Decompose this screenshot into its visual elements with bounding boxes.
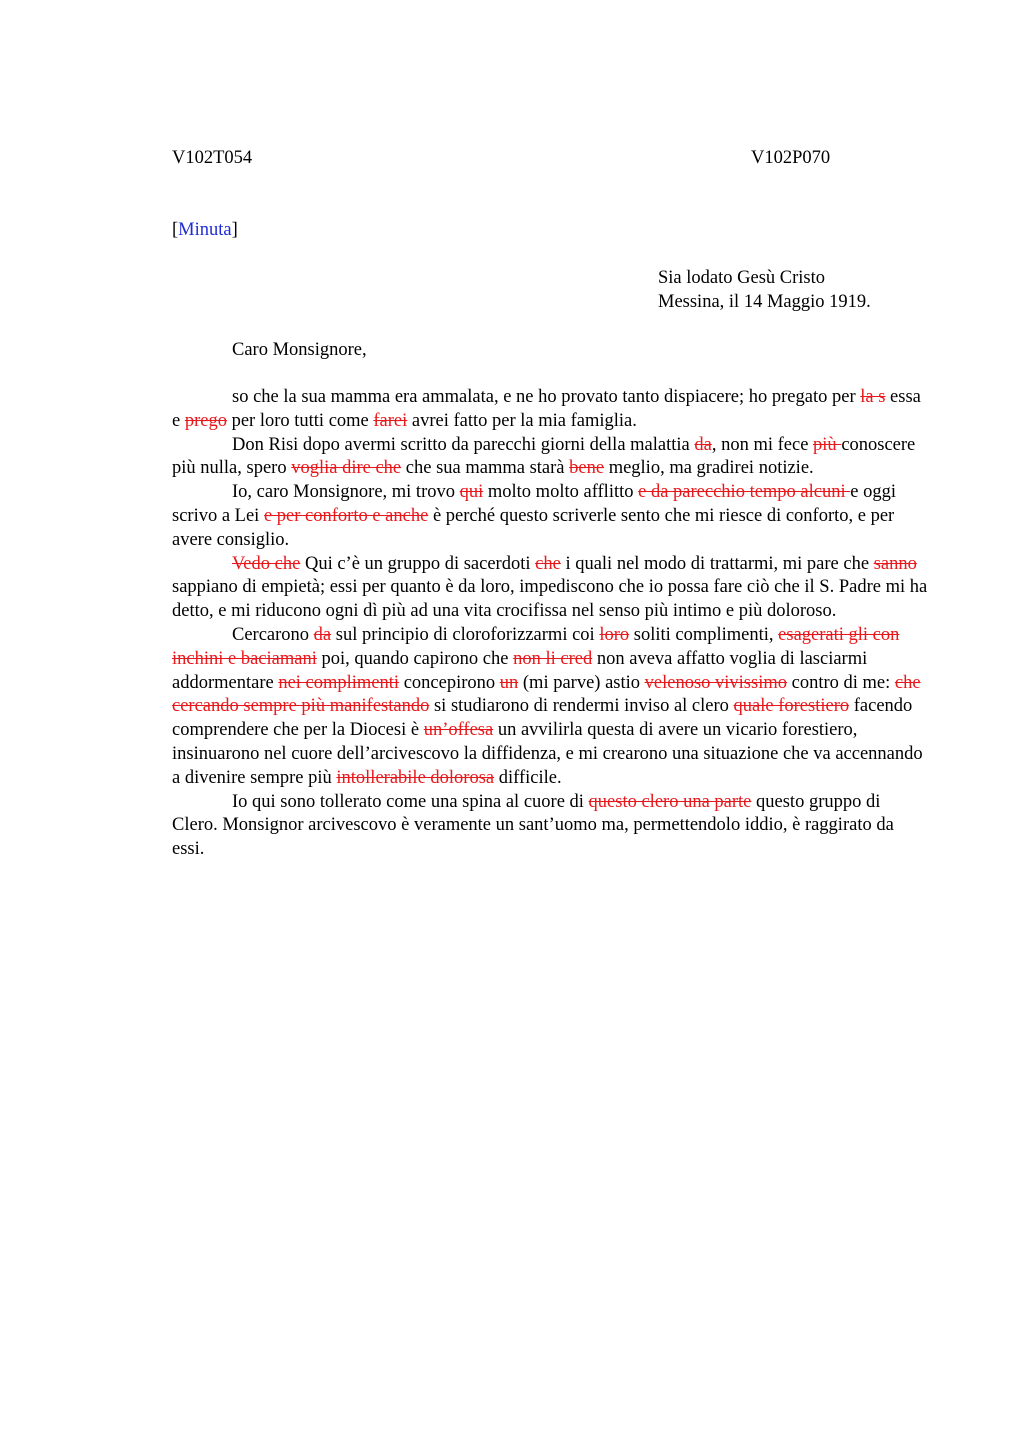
paragraph-text: contro di me: bbox=[787, 672, 895, 693]
heading-place-date: Messina, il 14 Maggio 1919. bbox=[658, 292, 871, 312]
deleted-text: loro bbox=[599, 624, 630, 645]
paragraph-text: Qui c’è un gruppo di sacerdoti bbox=[300, 553, 536, 574]
paragraph-text: meglio, ma gradirei notizie. bbox=[604, 458, 814, 479]
deleted-text: da bbox=[694, 434, 712, 455]
deleted-text: prego bbox=[184, 410, 227, 431]
letter-body bbox=[172, 386, 929, 862]
letter-paragraph bbox=[172, 553, 929, 624]
letter-paragraph bbox=[172, 624, 929, 791]
salutation: Caro Monsignore, bbox=[232, 340, 367, 360]
letter-paragraph bbox=[172, 434, 929, 482]
minuta-label: Minuta bbox=[178, 220, 232, 240]
letter-paragraph bbox=[172, 791, 929, 862]
paragraph-text: i quali nel modo di trattarmi, mi pare che bbox=[560, 553, 874, 574]
paragraph-text: poi, quando capirono che bbox=[316, 648, 514, 669]
deleted-text: questo clero una parte bbox=[588, 791, 752, 812]
deleted-text: che bbox=[535, 553, 561, 574]
paragraph-text: e oggi scrivo a Lei bbox=[172, 482, 896, 526]
paragraph-text: facendo comprendere che per la Diocesi è bbox=[172, 696, 913, 741]
paragraph-text: essa e bbox=[172, 387, 921, 431]
letter-paragraph bbox=[172, 481, 929, 552]
paragraph-text: soliti complimenti, bbox=[629, 624, 779, 645]
document-code-left: V102T054 bbox=[172, 148, 253, 168]
paragraph-text: Don Risi dopo avermi scritto da parecchi giorni della malattia bbox=[232, 434, 695, 455]
letter-paragraph bbox=[172, 386, 929, 434]
paragraph-text: si studiarono di rendermi inviso al clero bbox=[429, 696, 734, 717]
paragraph-text: sappiano di empietà; essi per quanto è da loro, impediscono che io possa fare ciò che il S. Padre mi ha detto, e mi riducono ogni dì più ad una vita crocifissa nel senso più intimo e più doloroso. bbox=[172, 577, 928, 622]
paragraph-text: Io qui sono tollerato come una spina al cuore di bbox=[232, 791, 589, 812]
deleted-text: e da parecchio tempo alcuni bbox=[638, 482, 851, 503]
minuta-note bbox=[172, 218, 238, 242]
deleted-text: quale forestiero bbox=[733, 696, 850, 717]
paragraph-text: non aveva affatto voglia di lasciarmi addormentare bbox=[172, 648, 868, 693]
paragraph-text: è perché questo scriverle sento che mi riesce di conforto, e per avere consiglio. bbox=[172, 505, 895, 550]
paragraph-text: difficile. bbox=[494, 767, 562, 788]
deleted-text: velenoso vivissimo bbox=[644, 672, 787, 693]
paragraph-text: (mi parve) astio bbox=[518, 672, 645, 693]
deleted-text: non li cred bbox=[513, 648, 593, 669]
deleted-text: nei complimenti bbox=[278, 672, 400, 693]
minuta-open-bracket: [ bbox=[172, 220, 179, 240]
deleted-text: farei bbox=[373, 410, 408, 431]
paragraph-text: un avvilirla questa di avere un vicario forestiero, insinuarono nel cuore dell’arcivescovo la diffidenza, e mi crearono una situazione che va accennando a divenire sempre più bbox=[172, 720, 923, 788]
deleted-text: intollerabile dolorosa bbox=[336, 767, 495, 788]
paragraph-text: per loro tutti come bbox=[226, 410, 374, 431]
document-code-right: V102P070 bbox=[751, 148, 831, 168]
paragraph-text: avrei fatto per la mia famiglia. bbox=[407, 410, 637, 431]
heading-invocation: Sia lodato Gesù Cristo bbox=[658, 268, 826, 288]
deleted-text: un bbox=[499, 672, 519, 693]
deleted-text: e per conforto e anche bbox=[263, 505, 429, 526]
paragraph-text: conoscere più nulla, spero bbox=[172, 434, 916, 479]
deleted-text: più bbox=[813, 434, 842, 455]
deleted-text: sanno bbox=[873, 553, 917, 574]
paragraph-text: Io, caro Monsignore, mi trovo bbox=[232, 482, 460, 503]
paragraph-text: so che la sua mamma era ammalata, e ne ho provato tanto dispiacere; ho pregato per bbox=[232, 387, 861, 407]
paragraph-text: sul principio di cloroforizzarmi coi bbox=[331, 624, 600, 645]
paragraph-text: questo gruppo di Clero. Monsignor arcivescovo è veramente un sant’uomo ma, permettendolo iddio, è raggirato da essi. bbox=[172, 791, 894, 860]
paragraph-text: Cercarono bbox=[232, 624, 314, 645]
deleted-text: voglia dire che bbox=[291, 458, 402, 479]
deleted-text: qui bbox=[459, 482, 484, 503]
deleted-text: un’offesa bbox=[423, 720, 494, 741]
deleted-text: Vedo che bbox=[232, 553, 301, 574]
paragraph-text: molto molto afflitto bbox=[483, 482, 639, 503]
deleted-text: esagerati gli con inchini e baciamani bbox=[172, 624, 900, 669]
deleted-text: da bbox=[313, 624, 332, 645]
deleted-text: la s bbox=[860, 387, 886, 407]
letter-heading bbox=[658, 266, 871, 314]
minuta-close-bracket: ] bbox=[231, 220, 238, 240]
deleted-text: bene bbox=[569, 458, 605, 479]
paragraph-text: , non mi fece bbox=[711, 434, 814, 455]
paragraph-text: che sua mamma starà bbox=[401, 458, 570, 479]
paragraph-text: concepirono bbox=[399, 672, 500, 693]
deleted-text: che cercando sempre più manifestando bbox=[172, 672, 921, 717]
